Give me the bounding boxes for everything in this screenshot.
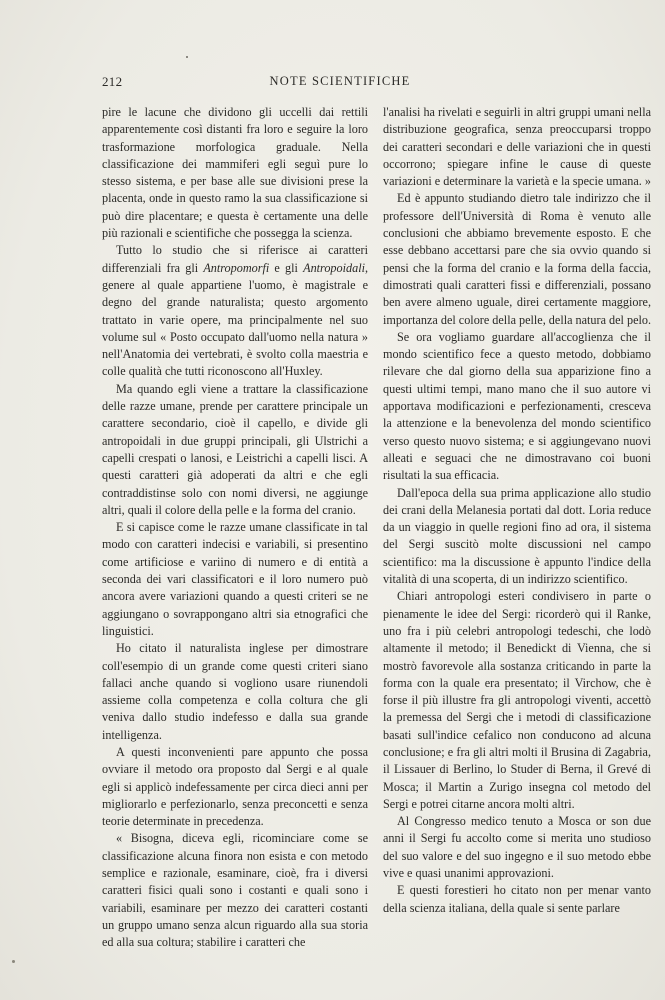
page-number: 212: [102, 74, 123, 89]
paragraph: E questi forestieri ho citato non per menar vanto della scienza italiana, della quale si sente parlare: [383, 883, 651, 915]
paragraph: Ed è appunto studiando dietro tale indirizzo che il professore dell'Università di Roma è venuto alle conclusioni che abbiamo brevemente esposto. E che esse debbano accettarsi pare che sia ovvio quando si pensi che la forma del cranio e la forma della faccia, dimostrati quali caratteri fissi e differenziali, possano ben avere almeno uguale, direi certamente maggiore, importanza del colore della pelle, della natura del pelo.: [383, 191, 652, 327]
paragraph: Al Congresso medico tenuto a Mosca or son due anni il Sergi fu accolto come si merita uno studioso del suo valore e del suo ingegno e il suo metodo ebbe vive e quasi unanimi approvazioni.: [383, 814, 651, 881]
paragraph: Ho citato il naturalista inglese per dimostrare coll'esempio di un grande come questi criteri siano fallaci anche quando si vogliono usare riunendoli assieme colla competenza e colla coltura che gli veniva dallo studio indefesso e dalla sua grande intelligenza.: [102, 641, 368, 742]
paper-speck: [12, 960, 15, 963]
paragraph: Se ora vogliamo guardare all'accoglienza che il mondo scientifico fece a questo metodo, dobbiamo rilevare che dal giorno della sua apparizione fino a questi ultimi tempi, mano mano che il suo autore vi apportava modificazioni e perfezionamenti, cresceva la attenzione e la benevolenza del mondo scientifico verso questo nuovo sistema; e si aggiungevano nuovi alleati e seguaci che ne dimostravano coi buoni risultati la sua efficacia.: [383, 329, 651, 483]
running-title: NOTE SCIENTIFICHE: [269, 74, 411, 88]
paragraph: pire le lacune che dividono gli uccelli dai rettili apparentemente così distanti fra loro e seguire la loro trasformazione morfologica graduale. Nella classificazione dei mammiferi egli seguì pure lo stesso sistema, e per base alle sue divisioni prese la placenta, onde in questo ramo la sua classificazione si può dire placentare; e questa è certamente una delle più razionali e scientifiche che possegga la scienza.: [102, 105, 368, 241]
paragraph: E si capisce come le razze umane classificate in tal modo con caratteri indecisi e variabili, si presentino come artificiose e variino di numero e di entità a seconda dei vari classificatori e il loro numero può ancora avere variazioni quando a questi criteri se ne aggiungano o sovrappongano altri sia etnografici che linguistici.: [102, 520, 368, 638]
paragraph: Chiari antropologi esteri condivisero in parte o pienamente le idee del Sergi: ricorderò qui il Ranke, uno fra i più celebri antropologi tedeschi, che lodò altamente il metodo; il Benedickt di Vienna, che si mostrò favorevole alla sostanza criticando in parte la forma con la quale era presentato; il Virchow, che è forse il più illustre fra gli antropologi viventi, accettò la premessa del Sergi che i metodi di classificazione basati sull'indice cefalico non conducono ad alcuna conclusione; e fra gli altri molti il Brusina di Zagabria, il Lissauer di Berlino, lo Studer di Berna, il Grevé di Mosca; il Martin a Zurigo insegna col metodo del Sergi e potrei citarne ancora molti altri.: [383, 589, 651, 811]
left-column: [102, 104, 368, 952]
paragraph: l'analisi ha rivelati e seguirli in altri gruppi umani nella distribuzione geografica, senza preoccuparsi troppo dei caratteri secondari e delle variazioni che in questi occorrono; spiegare infine le cause di queste variazioni e determinare la varietà e la specie umana. »: [383, 105, 651, 189]
page-header: [102, 74, 578, 92]
italic-term: Antropoidali: [303, 260, 365, 275]
paragraph: Ma quando egli viene a trattare la classificazione delle razze umane, prende per carattere principale un carattere secondario, cioè il capello, e divide gli antropoidali in due gruppi principali, gli Ulstrichi a capelli crespati o lanosi, e Leistrichi a capelli lisci. A questi caratteri già adoperati da altri e che egli contraddistinse solo con nomi diversi, ne aggiunge altri, quali il colore della pelle e la forma del cranio.: [102, 381, 368, 517]
paper-speck: [186, 56, 188, 58]
paragraph: « Bisogna, diceva egli, ricominciare come se classificazione alcuna finora non esista e con metodo semplice e razionale, esaminare, cioè, fra i diversi caratteri fisici quali sono i costanti e quali sono i variabili, esaminare per mezzo dei caratteri costanti un gruppo umano senza alcun riguardo alla sua storia ed alla sua coltura; stabilire i caratteri che: [102, 831, 368, 950]
paragraph: Dall'epoca della sua prima applicazione allo studio dei crani della Melanesia portati dal dott. Loria reduce da un viaggio in quelle regioni fino ad ora, il sistema del Sergi suscitò molte discussioni nel campo scientifico: ma la discussione è appunto l'indice della vitalità di una scoperta, di un indirizzo scientifico.: [383, 485, 651, 587]
paragraph: Tutto lo studio che si riferisce ai caratteri differenziali fra gli Antropomorfi e gli Antropoidali, genere al quale appartiene l'uomo, è magistrale e degno del grande naturalista; questo argomento trattato in varie opere, ma principalmente nel suo volume sul « Posto occupato dall'uomo nella natura » nell'Anatomia dei vertebrati, è svolto colla maestria e colle qualità che tutti riconoscono all'Huxley.: [102, 243, 369, 379]
italic-term: Antropomorfi: [203, 260, 270, 275]
right-column: [383, 104, 651, 917]
paragraph: A questi inconvenienti pare appunto che possa ovviare il metodo ora proposto dal Sergi e al quale egli si applicò indefessamente per circa dieci anni per migliorarlo e perfezionarlo, senza preconcetti e senza teorie determinate in precedenza.: [102, 744, 368, 829]
